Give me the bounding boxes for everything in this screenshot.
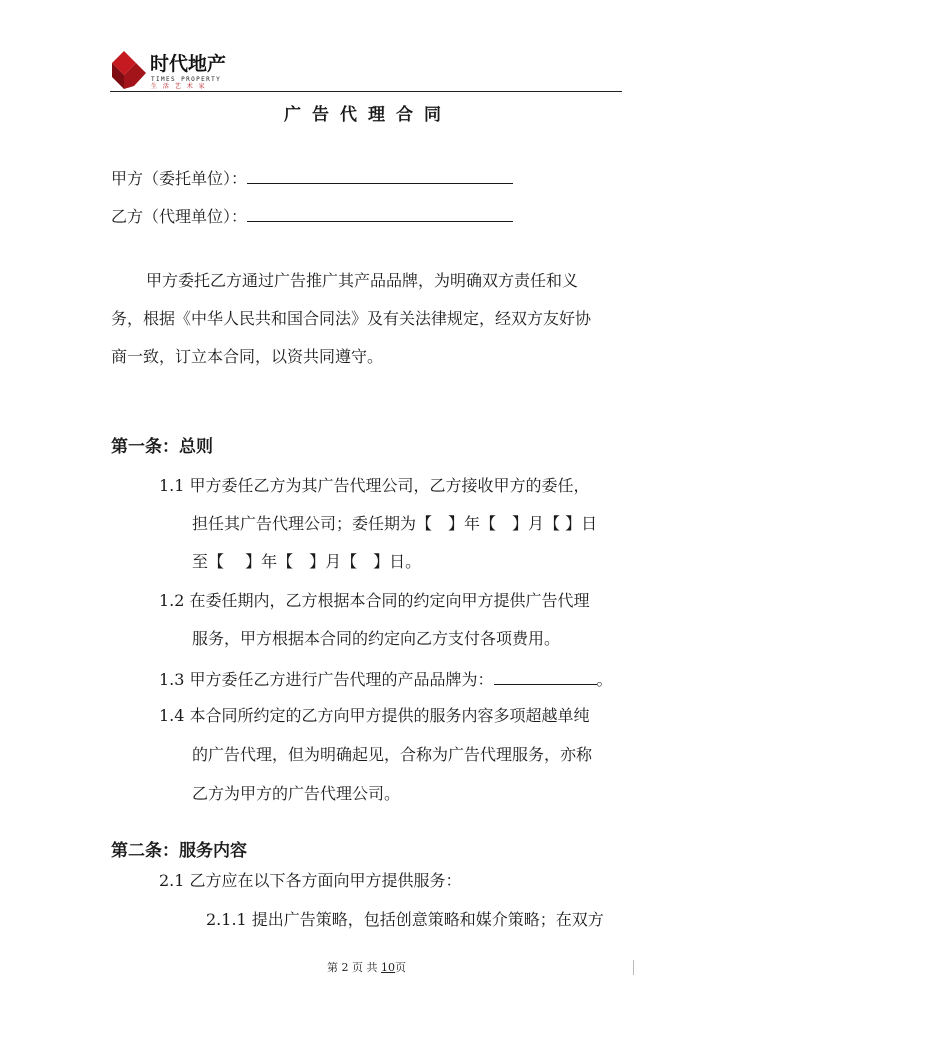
clause-2-1-1: 2.1.1 提出广告策略，包括创意策略和媒介策略；在双方	[206, 910, 604, 929]
page-number-suffix: 页	[395, 961, 406, 974]
clause-1-3-text: 1.3 甲方委任乙方进行广告代理的产品品牌为：	[159, 670, 494, 689]
page-footer	[327, 961, 406, 975]
intro-line-1: 甲方委托乙方通过广告推广其产品品牌，为明确双方责任和义	[146, 271, 579, 290]
clause-1-4-line-2: 的广告代理，但为明确起见，合称为广告代理服务，亦称	[192, 745, 593, 764]
intro-line-2: 务，根据《中华人民共和国合同法》及有关法律规定，经双方友好协	[111, 309, 592, 328]
clause-1-4-line-3: 乙方为甲方的广告代理公司。	[192, 784, 401, 803]
party-b-line	[111, 205, 513, 227]
brand-english: TIMES PROPERTY	[151, 76, 222, 83]
article-1-heading: 第一条：总则	[111, 437, 213, 457]
brand-blank	[494, 668, 597, 685]
clause-1-3-line	[159, 668, 613, 690]
brand-slogan: 生 活 艺 术 家	[151, 83, 207, 90]
party-b-label: 乙方（代理单位）：	[111, 207, 248, 226]
party-a-line	[111, 167, 513, 189]
header-rule	[110, 91, 622, 92]
party-a-label: 甲方（委托单位）：	[111, 169, 248, 188]
clause-1-2-line-2: 服务，甲方根据本合同的约定向乙方支付各项费用。	[192, 629, 561, 648]
clause-1-3-end: 。	[596, 670, 613, 689]
page-number-prefix: 第 2 页 共	[327, 961, 381, 974]
party-b-blank	[247, 205, 513, 222]
document-title: 广告代理合同	[284, 105, 452, 125]
footer-divider	[633, 960, 634, 975]
clause-1-4-line-1: 1.4 本合同所约定的乙方向甲方提供的服务内容多项超越单纯	[159, 706, 590, 725]
party-a-blank	[247, 167, 513, 184]
intro-line-3: 商一致，订立本合同，以资共同遵守。	[111, 347, 384, 366]
article-2-heading: 第二条：服务内容	[111, 841, 247, 861]
clause-1-1-line-1: 1.1 甲方委任乙方为其广告代理公司，乙方接收甲方的委任，	[159, 476, 590, 495]
clause-1-1-line-3: 至【 】年【 】月【 】日。	[192, 552, 422, 571]
clause-1-2-line-1: 1.2 在委任期内，乙方根据本合同的约定向甲方提供广告代理	[159, 591, 590, 610]
company-logo	[110, 50, 245, 92]
clause-2-1: 2.1 乙方应在以下各方面向甲方提供服务：	[159, 871, 462, 890]
logo-mark-icon	[110, 50, 148, 90]
brand-name: 时代地产	[150, 53, 227, 75]
page-total: 10	[381, 961, 395, 974]
clause-1-1-line-2: 担任其广告代理公司；委任期为【 】年【 】月【 】日	[192, 514, 598, 533]
